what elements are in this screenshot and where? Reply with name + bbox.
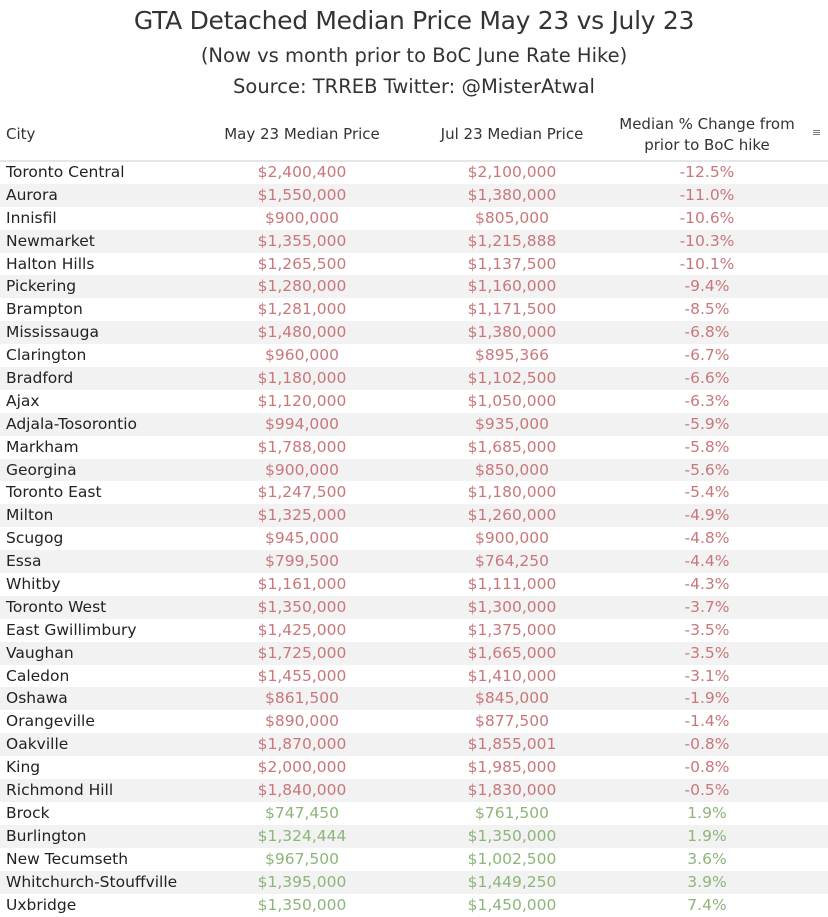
may-price-cell: $1,725,000: [257, 643, 347, 662]
column-header-may[interactable]: May 23 Median Price: [224, 125, 380, 143]
chart-subtitle: (Now vs month prior to BoC June Rate Hike): [200, 44, 628, 67]
city-cell: Adjala-Tosorontio: [6, 414, 138, 433]
city-cell: Orangeville: [6, 712, 95, 731]
change-cell: -6.6%: [684, 369, 730, 388]
may-price-cell: $1,161,000: [257, 575, 347, 594]
may-price-cell: $900,000: [265, 208, 339, 227]
jul-price-cell: $1,137,500: [467, 254, 557, 273]
may-price-cell: $1,788,000: [257, 437, 347, 456]
jul-price-cell: $1,410,000: [467, 666, 557, 685]
change-cell: -6.7%: [684, 346, 730, 365]
city-cell: Pickering: [6, 277, 77, 296]
chart-title: GTA Detached Median Price May 23 vs July 23: [133, 6, 695, 35]
change-cell: 7.4%: [687, 895, 727, 914]
jul-price-cell: $1,685,000: [467, 437, 557, 456]
change-cell: -5.4%: [684, 483, 730, 502]
jul-price-cell: $1,050,000: [467, 391, 557, 410]
change-cell: -0.5%: [684, 781, 730, 800]
change-cell: 3.9%: [687, 872, 727, 891]
table-row: [0, 802, 828, 825]
may-price-cell: $1,550,000: [257, 185, 347, 204]
jul-price-cell: $1,350,000: [467, 826, 557, 845]
change-cell: -1.9%: [684, 689, 730, 708]
jul-price-cell: $1,111,000: [467, 575, 557, 594]
city-cell: East Gwillimbury: [6, 620, 137, 639]
may-price-cell: $1,350,000: [257, 895, 347, 914]
may-price-cell: $861,500: [265, 689, 339, 708]
may-price-cell: $1,395,000: [257, 872, 347, 891]
chart-source: Source: TRREB Twitter: @MisterAtwal: [233, 75, 595, 98]
change-cell: -8.5%: [684, 300, 730, 319]
may-price-cell: $2,000,000: [257, 758, 347, 777]
may-price-cell: $799,500: [265, 552, 339, 571]
city-cell: Toronto East: [6, 483, 102, 502]
jul-price-cell: $850,000: [475, 460, 549, 479]
jul-price-cell: $1,855,001: [467, 735, 557, 754]
table-row: [0, 184, 828, 207]
may-price-cell: $945,000: [265, 529, 339, 548]
may-price-cell: $2,400,400: [257, 163, 347, 181]
table-row: [0, 207, 828, 230]
may-price-cell: $1,247,500: [257, 483, 347, 502]
city-cell: Halton Hills: [6, 254, 95, 273]
table-row: [0, 756, 828, 779]
jul-price-cell: $1,830,000: [467, 781, 557, 800]
city-cell: Bradford: [6, 369, 74, 388]
column-header-city[interactable]: City: [6, 125, 36, 143]
city-cell: Ajax: [6, 391, 40, 410]
table-row: [0, 871, 828, 894]
change-cell: -9.4%: [684, 277, 730, 296]
change-cell: -0.8%: [684, 758, 730, 777]
table-row: [0, 481, 828, 504]
table-row: [0, 230, 828, 253]
table-row: [0, 642, 828, 665]
change-cell: 1.9%: [687, 803, 727, 822]
change-cell: -10.1%: [679, 254, 735, 273]
jul-price-cell: $1,215,888: [467, 231, 557, 250]
change-cell: -3.7%: [684, 597, 730, 616]
table-row: [0, 619, 828, 642]
table-row: [0, 665, 828, 688]
change-cell: -1.4%: [684, 712, 730, 731]
change-cell: -3.5%: [684, 643, 730, 662]
may-price-cell: $1,325,000: [257, 506, 347, 525]
jul-price-cell: $1,180,000: [467, 483, 557, 502]
city-cell: Essa: [6, 552, 42, 571]
city-cell: Innisfil: [6, 208, 57, 227]
table-row: [0, 573, 828, 596]
jul-price-cell: $1,171,500: [467, 300, 557, 319]
jul-price-cell: $761,500: [475, 803, 549, 822]
column-header-change[interactable]: Median % Change from prior to BoC hike: [619, 115, 795, 154]
jul-price-cell: $2,100,000: [467, 163, 557, 181]
change-cell: -4.3%: [684, 575, 730, 594]
may-price-cell: $1,281,000: [257, 300, 347, 319]
may-price-cell: $1,455,000: [257, 666, 347, 685]
change-cell: -5.8%: [684, 437, 730, 456]
may-price-cell: $1,870,000: [257, 735, 347, 754]
may-price-cell: $960,000: [265, 346, 339, 365]
may-price-cell: $1,280,000: [257, 277, 347, 296]
change-cell: -6.8%: [684, 323, 730, 342]
city-cell: Whitby: [6, 575, 61, 594]
may-price-cell: $1,840,000: [257, 781, 347, 800]
jul-price-cell: $1,380,000: [467, 323, 557, 342]
table-row: [0, 779, 828, 802]
change-cell: -3.5%: [684, 620, 730, 639]
jul-price-cell: $900,000: [475, 529, 549, 548]
jul-price-cell: $805,000: [475, 208, 549, 227]
city-cell: Toronto West: [6, 597, 107, 616]
city-cell: Vaughan: [6, 643, 74, 662]
table-row: [0, 504, 828, 527]
sort-icon[interactable]: ≡: [812, 126, 822, 139]
table-row: [0, 321, 828, 344]
change-cell: -5.9%: [684, 414, 730, 433]
table-row: [0, 253, 828, 276]
table-row: [0, 390, 828, 413]
city-cell: Aurora: [6, 185, 58, 204]
jul-price-cell: $1,380,000: [467, 185, 557, 204]
city-cell: King: [6, 758, 41, 777]
city-cell: Scugog: [6, 529, 64, 548]
table-row: [0, 825, 828, 848]
table-row: [0, 367, 828, 390]
table-row: [0, 161, 828, 184]
table-body: [0, 161, 828, 916]
may-price-cell: $1,324,444: [257, 826, 347, 845]
may-price-cell: $1,265,500: [257, 254, 347, 273]
change-cell: 3.6%: [687, 849, 727, 868]
table-row: [0, 596, 828, 619]
may-price-cell: $1,350,000: [257, 597, 347, 616]
table-row: [0, 275, 828, 298]
city-cell: Whitchurch-Stouffville: [6, 872, 178, 891]
city-cell: Mississauga: [6, 323, 99, 342]
city-cell: Caledon: [6, 666, 70, 685]
may-price-cell: $1,480,000: [257, 323, 347, 342]
may-price-cell: $900,000: [265, 460, 339, 479]
city-cell: Clarington: [6, 346, 87, 365]
may-price-cell: $994,000: [265, 414, 339, 433]
city-cell: Markham: [6, 437, 79, 456]
jul-price-cell: $845,000: [475, 689, 549, 708]
may-price-cell: $1,180,000: [257, 369, 347, 388]
city-cell: Milton: [6, 506, 54, 525]
jul-price-cell: $1,375,000: [467, 620, 557, 639]
change-cell: -6.3%: [684, 391, 730, 410]
table-row: [0, 848, 828, 871]
may-price-cell: $1,355,000: [257, 231, 347, 250]
jul-price-cell: $1,665,000: [467, 643, 557, 662]
change-cell: -4.4%: [684, 552, 730, 571]
jul-price-cell: $1,002,500: [467, 849, 557, 868]
may-price-cell: $890,000: [265, 712, 339, 731]
jul-price-cell: $935,000: [475, 414, 549, 433]
change-cell: -11.0%: [679, 185, 735, 204]
table-row: [0, 710, 828, 733]
jul-price-cell: $1,300,000: [467, 597, 557, 616]
table-row: [0, 527, 828, 550]
jul-price-cell: $1,985,000: [467, 758, 557, 777]
city-cell: Oshawa: [6, 689, 68, 708]
jul-price-cell: $895,366: [475, 346, 549, 365]
city-cell: Uxbridge: [6, 895, 77, 914]
city-cell: Newmarket: [6, 231, 95, 250]
may-price-cell: $747,450: [265, 803, 339, 822]
jul-price-cell: $1,450,000: [467, 895, 557, 914]
table-row: [0, 413, 828, 436]
table-header: [0, 110, 828, 162]
change-cell: -10.3%: [679, 231, 735, 250]
table-row: [0, 298, 828, 321]
table-row: [0, 344, 828, 367]
jul-price-cell: $764,250: [475, 552, 549, 571]
city-cell: Richmond Hill: [6, 781, 114, 800]
city-cell: Burlington: [6, 826, 87, 845]
change-cell: -4.9%: [684, 506, 730, 525]
city-cell: Georgina: [6, 460, 77, 479]
jul-price-cell: $877,500: [475, 712, 549, 731]
may-price-cell: $1,425,000: [257, 620, 347, 639]
table-row: [0, 459, 828, 482]
table-row: [0, 687, 828, 710]
change-cell: -10.6%: [679, 208, 735, 227]
change-cell: 1.9%: [687, 826, 727, 845]
may-price-cell: $1,120,000: [257, 391, 347, 410]
change-cell: -0.8%: [684, 735, 730, 754]
table-row: [0, 894, 828, 917]
jul-price-cell: $1,102,500: [467, 369, 557, 388]
city-cell: New Tecumseth: [6, 849, 129, 868]
jul-price-cell: $1,160,000: [467, 277, 557, 296]
change-cell: -4.8%: [684, 529, 730, 548]
city-cell: Brampton: [6, 300, 83, 319]
table-row: [0, 436, 828, 459]
table-row: [0, 733, 828, 756]
may-price-cell: $967,500: [265, 849, 339, 868]
jul-price-cell: $1,449,250: [467, 872, 557, 891]
change-cell: -12.5%: [679, 163, 735, 181]
city-cell: Brock: [6, 803, 50, 822]
column-header-jul[interactable]: Jul 23 Median Price: [440, 125, 584, 143]
city-cell: Oakville: [6, 735, 69, 754]
change-cell: -5.6%: [684, 460, 730, 479]
jul-price-cell: $1,260,000: [467, 506, 557, 525]
change-cell: -3.1%: [684, 666, 730, 685]
city-cell: Toronto Central: [6, 163, 125, 181]
table-row: [0, 550, 828, 573]
